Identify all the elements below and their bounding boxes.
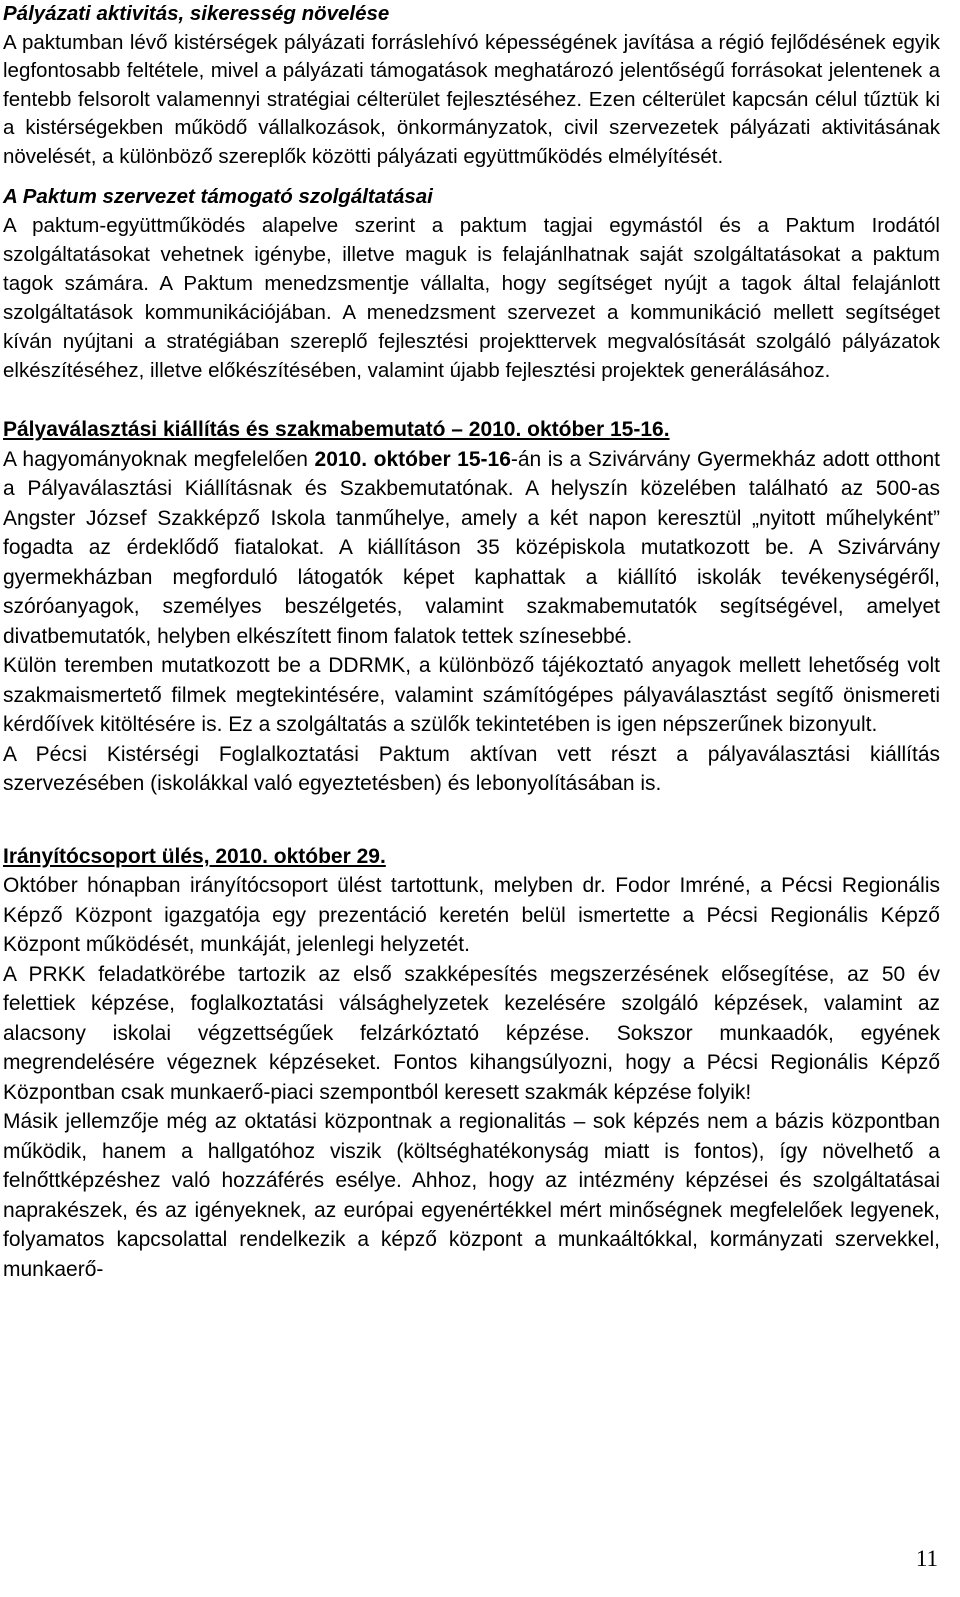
paragraph: A paktumban lévő kistérségek pályázati forráslehívó képességének javítása a régió fejlődésének egyik legfontosabb feltétele, mivel a pályázati támogatások meghatározó jelentőségű forrásokat jelentenek a fentebb felsorolt valamennyi stratégiai célterület fejlesztéséhez. Ezen célterület kapcsán célul tűztük ki a kistérségekben működő vállalkozások, önkormányzatok, civil szervezetek pályázati aktivitásának növelését, a különböző szereplők közötti pályázati együttműködés elmélyítését.: [3, 30, 940, 168]
paragraph: A paktum-együttműködés alapelve szerint a paktum tagjai egymástól és a Paktum Irodától szolgáltatásokat vehetnek igénybe, illetve maguk is felajánlhatnak saját szolgáltatásokat a paktum tagok számára. A Paktum menedzsmentje vállalta, hogy segítséget nyújt a tagok által felajánlott szolgáltatások kommunikációjában. A menedzsment szervezet a kommunikáció mellett segítséget kíván nyújtani a stratégiában szereplő fejlesztési projekttervek megvalósítását szolgáló pályázatok elkészítéséhez, illetve előkészítésében, valamint újabb fejlesztési projektek generálásához.: [3, 213, 940, 383]
page-number: 11: [915, 1546, 938, 1571]
section-heading: Pályázati aktivitás, sikeresség növelése: [3, 2, 390, 25]
section-heading: Pályaválasztási kiállítás és szakmabemutató – 2010. október 15-16.: [3, 418, 670, 442]
paragraph: A PRKK feladatkörébe tartozik az első szakképesítés megszerzésének elősegítése, az 50 év felettiek képzése, foglalkoztatási válsághelyzetek kezelésére szolgáló képzések, valamint az alacsony iskolai végzettségűek felzárkóztató képzése. Sokszor munkaadók, egyének megrendelésére végeznek képzéseket. Fontos kihangsúlyozni, hogy a Pécsi Regionális Képző Központban csak munkaerő-piaci szempontból keresett szakmák képzése folyik!: [3, 962, 940, 1104]
paragraph: Október hónapban irányítócsoport ülést tartottunk, melyben dr. Fodor Imréné, a Pécsi Regionális Képző Központ igazgatója egy prezentáció keretén belül ismertette a Pécsi Regionális Képző Központ működését, munkáját, jelenlegi helyzetét.: [3, 874, 940, 957]
paragraph: Másik jellemzője még az oktatási központnak a regionalitás – sok képzés nem a bázis központban működik, hanem a hallgatóhoz viszik (költséghatékonyság miatt is fontos), így növelhető a felnőttképzéshez való hozzáférés esélye. Ahhoz, hogy az intézmény képzései és szolgáltatásai naprakészek, és az igényeknek, az európai egyenértékkel mért minőségnek megfelelőek legyenek, folyamatos kapcsolattal rendelkezik a képző központ a munkaáltókkal, kormányzati szervekkel, munkaerő-: [3, 1110, 940, 1281]
section-iranyitocsoport-ules: [3, 842, 940, 1285]
paragraph: Külön teremben mutatkozott be a DDRMK, a különböző tájékoztató anyagok mellett lehetőség volt szakmaismertető filmek megtekintésére, valamint számítógépes pályaválasztást segítő önismereti kérdőívek kitöltésére is. Ez a szolgáltatás a szülők tekintetében is igen népszerűnek bizonyult.: [3, 654, 940, 737]
section-tamogato-szolgaltatasok: [3, 182, 940, 386]
paragraph-text: -án is a Szivárvány Gyermekház adott otthont a Pályaválasztási Kiállításnak és Szakbemutatónak. A helyszín közelében található az 500-as Angster József Szakképző Iskola tanműhelye, amely a két napon keresztül „nyitott műhelyként” fogadta az érdeklődő fiatalokat. A kiállításon 35 középiskola mutatkozott be. A Szivárvány gyermekházban megforduló látogatók képet kaphattak a kiállító iskolák tevékenységéről, szóróanyagok, személyes beszélgetés, valamint szakmabemutatók segítségével, amelyet divatbemutatók, helyben elkészített finom falatok tettek színesebbé.: [3, 447, 941, 648]
document-body: [3, 0, 940, 1284]
section-heading: A Paktum szervezet támogató szolgáltatásai: [3, 184, 433, 208]
section-heading: Irányítócsoport ülés, 2010. október 29.: [3, 844, 386, 868]
paragraph-text: A hagyományoknak megfelelően: [3, 447, 315, 471]
date-highlight: 2010. október 15-16: [314, 447, 511, 471]
section-palyavalasztasi-kiallitas: [3, 415, 940, 799]
section-palyazati-aktivitas: [3, 0, 940, 172]
paragraph: [3, 445, 940, 652]
paragraph: A Pécsi Kistérségi Foglalkoztatási Paktum aktívan vett részt a pályaválasztási kiállítás szervezésében (iskolákkal való egyeztetésben) és lebonyolításában is.: [3, 742, 940, 796]
